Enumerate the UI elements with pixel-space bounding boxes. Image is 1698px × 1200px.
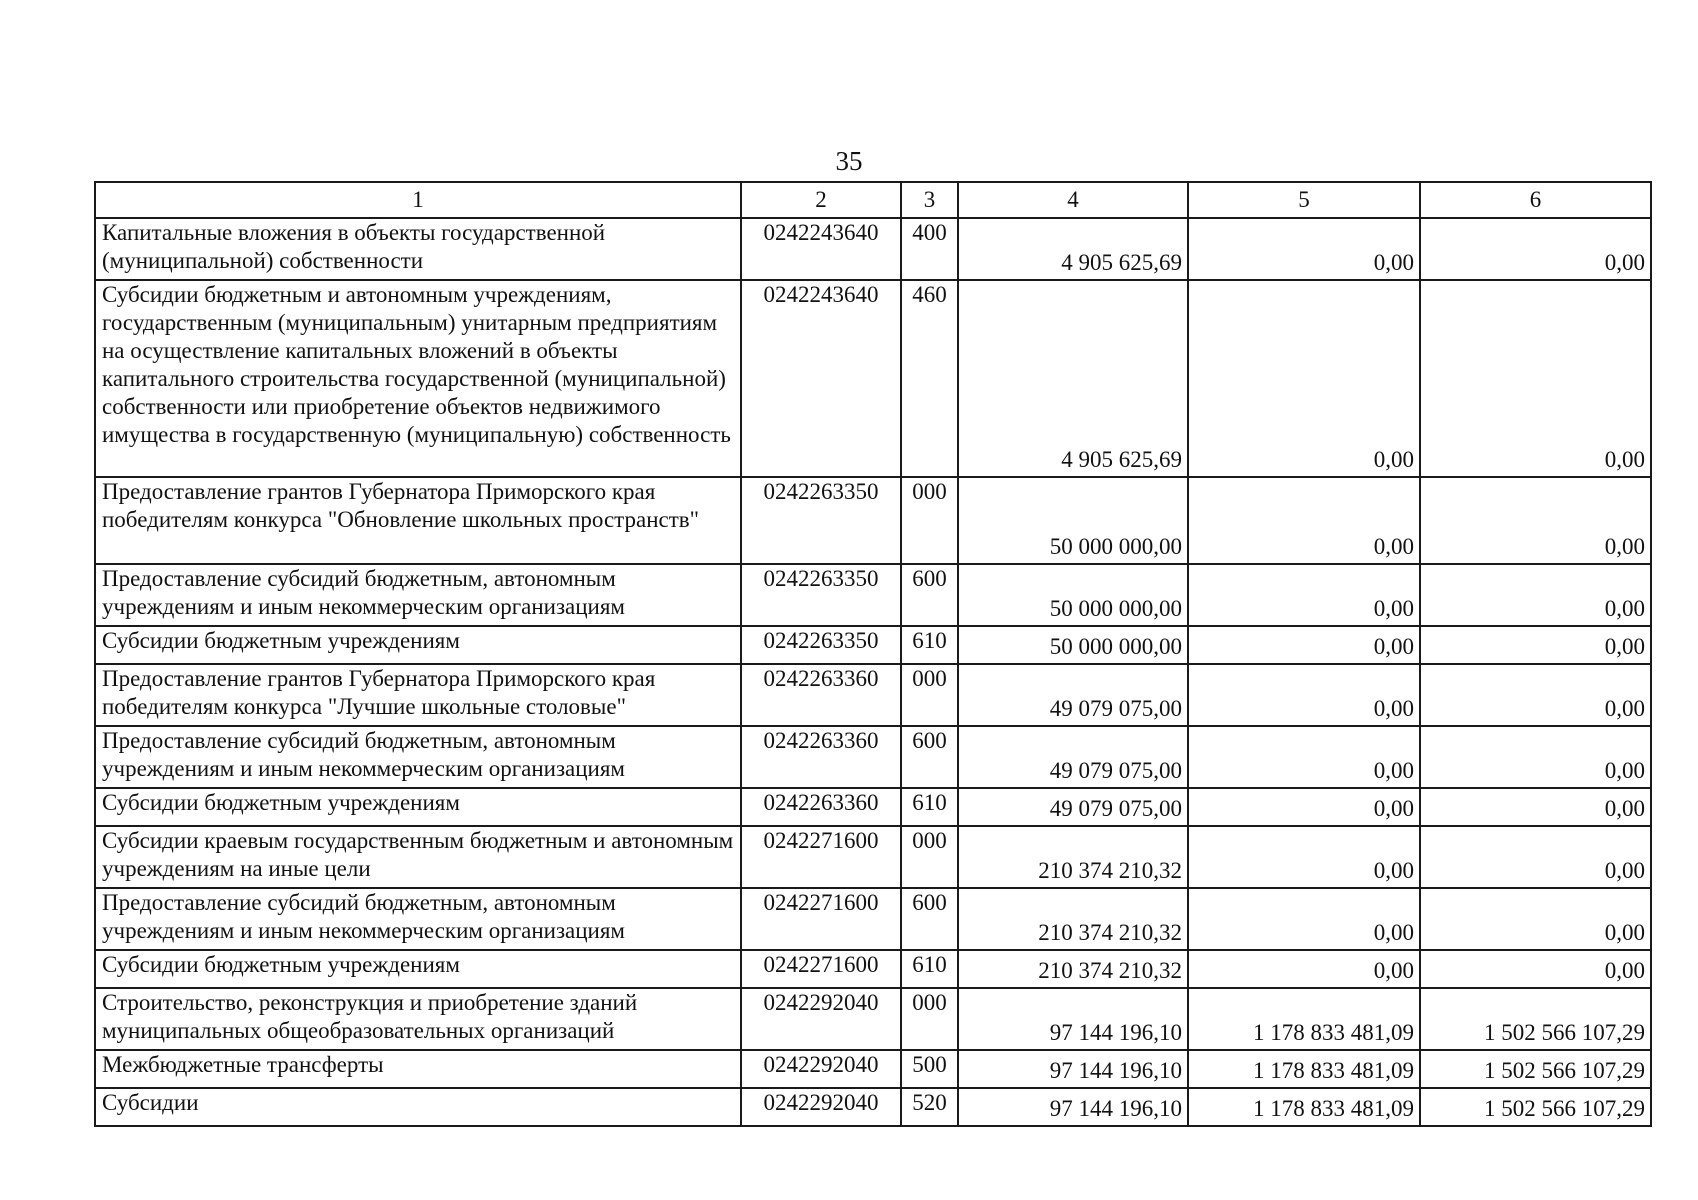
column-header: 5 [1188,182,1420,218]
table-row [95,988,1651,1050]
row-name: Предоставление субсидий бюджетным, автономным учреждениям и иным некоммерческим организациям [95,726,741,788]
amount-col4: 4 905 625,69 [958,218,1188,280]
amount-col5: 0,00 [1188,626,1420,664]
expense-type: 600 [901,726,958,788]
amount-col6: 0,00 [1420,788,1651,826]
table-row [95,726,1651,788]
table-row [95,564,1651,626]
table-row [95,1088,1651,1126]
row-name: Предоставление грантов Губернатора Приморского края победителям конкурса "Лучшие школьные столовые" [95,664,741,726]
table-row [95,888,1651,950]
budget-table [94,181,1652,1127]
table-row [95,664,1651,726]
amount-col4: 49 079 075,00 [958,788,1188,826]
amount-col4: 210 374 210,32 [958,826,1188,888]
amount-col5: 1 178 833 481,09 [1188,988,1420,1050]
expense-type: 500 [901,1050,958,1088]
amount-col6: 0,00 [1420,888,1651,950]
target-code: 0242271600 [741,826,901,888]
row-name: Межбюджетные трансферты [95,1050,741,1088]
target-code: 0242263350 [741,564,901,626]
expense-type: 000 [901,826,958,888]
expense-type: 610 [901,788,958,826]
amount-col6: 1 502 566 107,29 [1420,988,1651,1050]
target-code: 0242243640 [741,218,901,280]
amount-col4: 50 000 000,00 [958,564,1188,626]
column-header: 4 [958,182,1188,218]
row-name: Субсидии краевым государственным бюджетным и автономным учреждениям на иные цели [95,826,741,888]
expense-type: 610 [901,950,958,988]
amount-col4: 50 000 000,00 [958,477,1188,564]
amount-col5: 0,00 [1188,477,1420,564]
amount-col5: 1 178 833 481,09 [1188,1088,1420,1126]
row-name: Капитальные вложения в объекты государственной (муниципальной) собственности [95,218,741,280]
expense-type: 600 [901,888,958,950]
table-row [95,826,1651,888]
amount-col6: 0,00 [1420,726,1651,788]
amount-col5: 0,00 [1188,664,1420,726]
target-code: 0242292040 [741,1050,901,1088]
amount-col5: 0,00 [1188,218,1420,280]
target-code: 0242263350 [741,626,901,664]
expense-type: 600 [901,564,958,626]
target-code: 0242263360 [741,788,901,826]
expense-type: 400 [901,218,958,280]
column-header: 6 [1420,182,1651,218]
column-header: 2 [741,182,901,218]
target-code: 0242271600 [741,888,901,950]
amount-col4: 4 905 625,69 [958,280,1188,477]
table-row [95,477,1651,564]
amount-col5: 1 178 833 481,09 [1188,1050,1420,1088]
table-row [95,788,1651,826]
expense-type: 460 [901,280,958,477]
expense-type: 000 [901,988,958,1050]
amount-col4: 97 144 196,10 [958,1050,1188,1088]
amount-col5: 0,00 [1188,888,1420,950]
target-code: 0242263350 [741,477,901,564]
row-name: Субсидии бюджетным учреждениям [95,788,741,826]
amount-col6: 0,00 [1420,626,1651,664]
row-name: Субсидии бюджетным учреждениям [95,950,741,988]
amount-col6: 0,00 [1420,950,1651,988]
amount-col4: 49 079 075,00 [958,726,1188,788]
amount-col5: 0,00 [1188,950,1420,988]
amount-col6: 0,00 [1420,477,1651,564]
amount-col6: 0,00 [1420,218,1651,280]
header-row [95,182,1651,218]
amount-col5: 0,00 [1188,280,1420,477]
expense-type: 000 [901,477,958,564]
amount-col5: 0,00 [1188,788,1420,826]
row-name: Предоставление субсидий бюджетным, автономным учреждениям и иным некоммерческим организациям [95,888,741,950]
expense-type: 000 [901,664,958,726]
target-code: 0242263360 [741,664,901,726]
target-code: 0242243640 [741,280,901,477]
amount-col6: 0,00 [1420,280,1651,477]
row-name: Субсидии бюджетным и автономным учреждениям, государственным (муниципальным) унитарным предприятиям на осуществление капитальных вложений в объекты капитального строительства государственной (муниципальной) собственности или приобретение объектов недвижимого имущества в государственную (муниципальную) собственность [95,280,741,477]
amount-col4: 210 374 210,32 [958,888,1188,950]
amount-col6: 0,00 [1420,664,1651,726]
target-code: 0242263360 [741,726,901,788]
table-row [95,626,1651,664]
row-name: Предоставление грантов Губернатора Приморского края победителям конкурса "Обновление школьных пространств" [95,477,741,564]
amount-col4: 210 374 210,32 [958,950,1188,988]
row-name: Субсидии бюджетным учреждениям [95,626,741,664]
amount-col5: 0,00 [1188,564,1420,626]
target-code: 0242271600 [741,950,901,988]
amount-col5: 0,00 [1188,826,1420,888]
amount-col4: 49 079 075,00 [958,664,1188,726]
amount-col4: 97 144 196,10 [958,988,1188,1050]
amount-col6: 1 502 566 107,29 [1420,1050,1651,1088]
table-row [95,280,1651,477]
row-name: Предоставление субсидий бюджетным, автономным учреждениям и иным некоммерческим организациям [95,564,741,626]
table-row [95,1050,1651,1088]
amount-col6: 0,00 [1420,826,1651,888]
row-name: Субсидии [95,1088,741,1126]
column-header: 1 [95,182,741,218]
target-code: 0242292040 [741,1088,901,1126]
row-name: Строительство, реконструкция и приобретение зданий муниципальных общеобразовательных организаций [95,988,741,1050]
amount-col6: 1 502 566 107,29 [1420,1088,1651,1126]
amount-col5: 0,00 [1188,726,1420,788]
table-row [95,218,1651,280]
expense-type: 520 [901,1088,958,1126]
amount-col6: 0,00 [1420,564,1651,626]
amount-col4: 97 144 196,10 [958,1088,1188,1126]
amount-col4: 50 000 000,00 [958,626,1188,664]
expense-type: 610 [901,626,958,664]
column-header: 3 [901,182,958,218]
table-row [95,950,1651,988]
page-number: 35 [835,146,863,176]
target-code: 0242292040 [741,988,901,1050]
